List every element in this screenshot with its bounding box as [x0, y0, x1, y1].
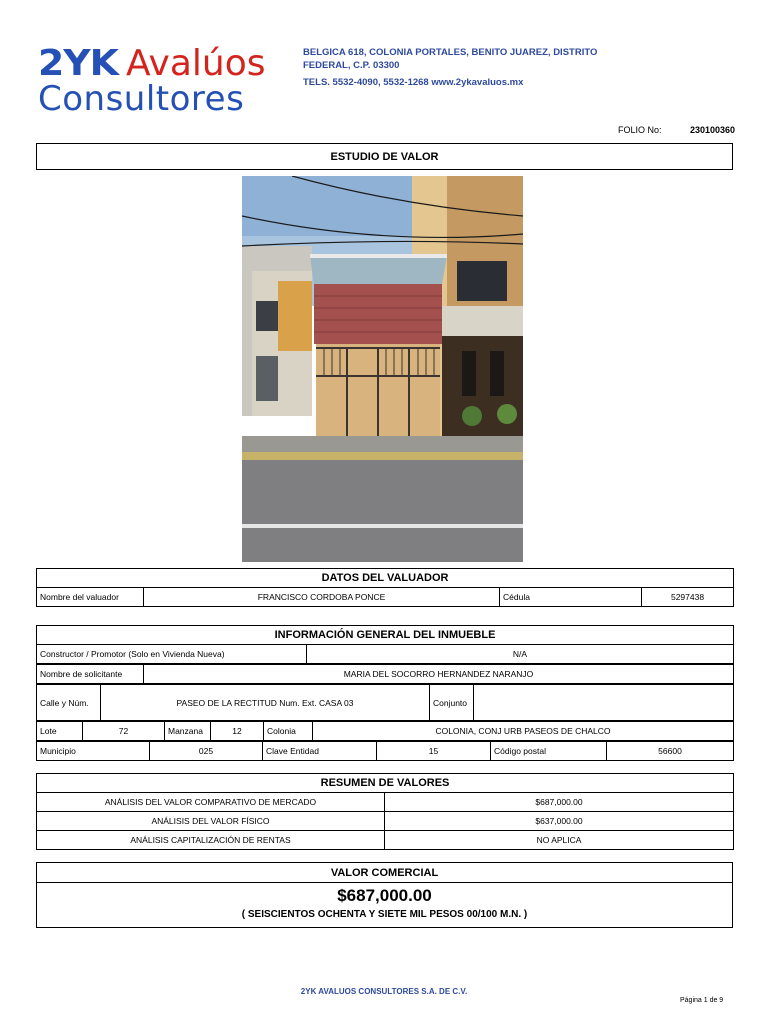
valuador-name-value: FRANCISCO CORDOBA PONCE — [144, 588, 500, 607]
lote-label: Lote — [37, 722, 83, 741]
codigo-postal-label: Código postal — [491, 742, 607, 761]
valor-comercial-letras: ( SEISCIENTOS OCHENTA Y SIETE MIL PESOS 00/100 M.N. ) — [241, 909, 528, 920]
resumen-label: ANÁLISIS DEL VALOR COMPARATIVO DE MERCADO — [37, 793, 385, 812]
table-row — [37, 831, 734, 850]
cedula-value: 5297438 — [642, 588, 734, 607]
valuador-section — [36, 568, 733, 607]
property-photo-image — [242, 176, 523, 562]
inmueble-title: INFORMACIÓN GENERAL DEL INMUEBLE — [37, 626, 734, 645]
logo-2yk: 2YK — [38, 43, 118, 84]
table-row — [37, 793, 734, 812]
constructor-value: N/A — [307, 645, 734, 664]
resumen-value: $687,000.00 — [385, 793, 734, 812]
clave-entidad-value: 15 — [377, 742, 491, 761]
logo-avaluos: Avalúos — [126, 43, 266, 84]
company-logo — [38, 43, 294, 119]
table-row — [37, 812, 734, 831]
logo-consultores: Consultores — [38, 79, 245, 119]
page-number: Página 1 de 9 — [680, 997, 724, 1004]
resumen-section — [36, 773, 733, 850]
resumen-value: NO APLICA — [385, 831, 734, 850]
valuador-name-label: Nombre del valuador — [37, 588, 144, 607]
valor-comercial-section — [36, 862, 733, 928]
manzana-label: Manzana — [165, 722, 211, 741]
valuador-title: DATOS DEL VALUADOR — [37, 569, 734, 588]
company-address: BELGICA 618, COLONIA PORTALES, BENITO JUAREZ, DISTRITO FEDERAL, C.P. 03300 — [303, 47, 598, 71]
document-title — [36, 143, 733, 170]
resumen-label: ANÁLISIS CAPITALIZACIÓN DE RENTAS — [37, 831, 385, 850]
solicitante-value: MARIA DEL SOCORRO HERNANDEZ NARANJO — [144, 665, 734, 684]
manzana-value: 12 — [211, 722, 264, 741]
colonia-value: COLONIA, CONJ URB PASEOS DE CHALCO — [313, 722, 734, 741]
footer-company: 2YK AVALUOS CONSULTORES S.A. DE C.V. — [300, 987, 468, 996]
colonia-label: Colonia — [264, 722, 313, 741]
calle-label: Calle y Núm. — [37, 685, 101, 721]
valor-comercial-title: VALOR COMERCIAL — [37, 863, 732, 883]
clave-entidad-label: Clave Entidad — [263, 742, 377, 761]
codigo-postal-value: 56600 — [607, 742, 734, 761]
municipio-label: Municipio — [37, 742, 150, 761]
inmueble-section — [36, 625, 733, 761]
lote-value: 72 — [83, 722, 165, 741]
resumen-label: ANÁLISIS DEL VALOR FÍSICO — [37, 812, 385, 831]
folio-label: FOLIO No: — [618, 125, 662, 135]
conjunto-label: Conjunto — [430, 685, 474, 721]
folio-value: 230100360 — [690, 125, 736, 135]
constructor-label: Constructor / Promotor (Solo en Vivienda Nueva) — [37, 645, 307, 664]
calle-value: PASEO DE LA RECTITUD Num. Ext. CASA 03 — [101, 685, 430, 721]
resumen-value: $637,000.00 — [385, 812, 734, 831]
conjunto-value — [474, 685, 734, 721]
property-photo — [242, 176, 523, 562]
company-phones: TELS. 5532-4090, 5532-1268 www.2ykavaluos.mx — [303, 77, 524, 88]
solicitante-label: Nombre de solicitante — [37, 665, 144, 684]
document-title-text: ESTUDIO DE VALOR — [330, 150, 439, 163]
municipio-value: 025 — [150, 742, 263, 761]
cedula-label: Cédula — [500, 588, 642, 607]
valor-comercial-amount: $687,000.00 — [337, 886, 432, 905]
resumen-title: RESUMEN DE VALORES — [37, 774, 734, 793]
